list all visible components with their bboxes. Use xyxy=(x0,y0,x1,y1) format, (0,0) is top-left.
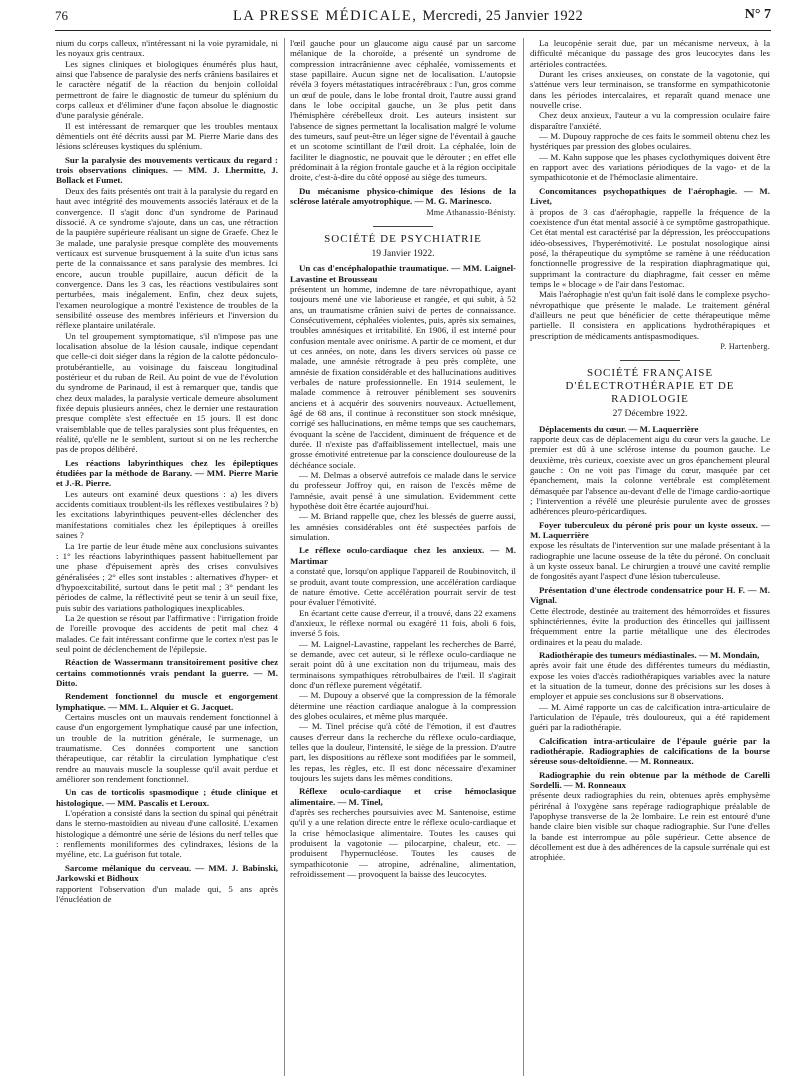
section-heading: Rendement fonctionnel du muscle et engorgement lymphatique. — MM. L. Alquier et G. Jacquet. xyxy=(56,691,278,712)
paragraph: après avoir fait une étude des différentes tumeurs du médiastin, expose les voies d'accès radiothérapiques variables avec la nature et la situation de la tumeur, donne des précisions sur les doses à employer et appuie ses conclusions sur 8 observations. xyxy=(530,660,770,702)
paragraph: Il est intéressant de remarquer que les troubles mentaux démentiels ont été décrits aussi par M. Pierre Marie dans des lésions scléreuses kystiques du splénium. xyxy=(56,120,278,152)
page-number: 76 xyxy=(55,8,68,23)
society-section-header xyxy=(530,360,770,419)
column-2 xyxy=(290,38,516,1078)
section-heading: Sur la paralysie des mouvements verticaux du regard : trois observations cliniques. — MM. J. Lhermitte, J. Bollack et Fumet. xyxy=(56,154,278,186)
page-header xyxy=(55,6,771,31)
section-heading: Les réactions labyrinthiques chez les épileptiques étudiées par la méthode de Barany. — MM. Pierre Marie et J.-R. Pierre. xyxy=(56,457,278,489)
society-section-header xyxy=(290,226,516,259)
paragraph: — M. Delmas a observé autrefois ce malade dans le service du professeur Joffroy qui, en raison de l'excès même de l'amnésie, avait pensé à une simulation. Evidemment cette hypothèse doit être écartée aujourd'hui. xyxy=(290,470,516,512)
section-heading: Un cas d'encéphalopathie traumatique. — MM. Laignel-Lavastine et Brousseau xyxy=(290,263,516,284)
paragraph: — M. Dupouy rapproche de ces faits le sommeil obtenu chez les hystériques par pression des globes oculaires. xyxy=(530,131,770,152)
paragraph: Un tel groupement symptomatique, s'il n'impose pas une localisation absolue de la lésion causale, indique cependant que celle-ci doit siéger dans la région de la calotte pédonculo-protubérantielle, au voisinage du faisceau longitudinal postérieur et du ruban de Reil. Au point de vue de l'évolution du syndrome de Parinaud, il est à remarquer que, tandis que chez deux malades, la paralysie verticale demeure absolument fixée depuis plusieurs années, chez le dernier une restauration presque complète s'est effectuée en 15 jours. Il est donc vraisemblable que de telles paralysies sont plus fréquentes, en réalité, qu'elle ne le semblent, surtout si on ne les recherche pas de propos délibéré. xyxy=(56,330,278,455)
section-rule xyxy=(373,226,433,227)
author-signature: Mme Athanassio-Bénisty. xyxy=(426,207,516,217)
session-date: 27 Décembre 1922. xyxy=(612,409,688,420)
paragraph: présente deux radiographies du rein, obtenues après emphysème périrénal à l'oxygène sans repérage radiographique préalable de l'apophyse transverse de la 2e lombaire. Le rein est entouré d'une bande claire bien visible sur chaque radiographie. Sur l'une d'elles la bande est interrompue au pôle supérieur. Cette absence de décollement est due à des adhérences de la capsule surrénale qui est atrophiée. xyxy=(530,790,770,863)
section-heading: Réaction de Wassermann transitoirement positive chez certains commotionnés vrais pendant la guerre. — M. Ditto. xyxy=(56,657,278,688)
section-heading: Un cas de torticolis spasmodique ; étude clinique et histologique. — MM. Pascalis et Leroux. xyxy=(56,787,278,808)
journal-name: LA PRESSE MÉDICALE, xyxy=(233,8,418,24)
paragraph: nium du corps calleux, n'intéressant ni la voie pyramidale, ni les noyaux gris centraux. xyxy=(56,38,278,59)
journal-title xyxy=(233,8,583,25)
paragraph: — M. Dupouy a observé que la compression de la fémorale détermine une réaction cardiaque analogue à la compression des globes oculaires, et même plus marquée. xyxy=(290,690,516,721)
section-heading: Déplacements du cœur. — M. Laquerrière xyxy=(539,423,699,434)
paragraph: En écartant cette cause d'erreur, il a trouvé, dans 22 examens d'anxieux, le réflexe normal ou exagéré 11 fois, aboli 6 fois, inversé 5 fois. xyxy=(290,607,516,639)
column-separator xyxy=(284,38,285,1076)
paragraph: rapporte deux cas de déplacement aigu du cœur vers la gauche. Le premier est dû à une sclérose intense du poumon gauche. Le deuxième, très curieux, coexiste avec un gros épanchement pleural gauche : On ne voit pas l'image du cœur, masquée par cet épanchement, mais la colonne vertébrale est complètement démasquée par l'absence au-devant d'elle de l'image cardio-aortique ; l'intervention a révélé une pleurésie purulente avec de grosses adhérences pleuro-péricardiques. xyxy=(530,434,770,517)
section-heading: Calcification intra-articulaire de l'épaule guérie par la radiothérapie. Radiographies de calcifications de la bourse séreuse sous-deltoïdienne. — M. Ronneaux. xyxy=(530,735,770,767)
section-rule xyxy=(620,360,680,361)
section-heading: Sarcome mélanique du cerveau. — MM. J. Babinski, Jarkowski et Bidhoux xyxy=(56,862,278,884)
paragraph: a constaté que, lorsqu'on applique l'appareil de Roubinovitch, il se produit, avant toute compression, une accélération cardiaque de nature émotive. Cette accélération pourrait servir de test pour évaluer l'émotivité. xyxy=(290,566,516,608)
society-name: SOCIÉTÉ FRANÇAISE D'ÉLECTROTHÉRAPIE ET DE RADIOLOGIE xyxy=(565,367,735,406)
paragraph: expose les résultats de l'intervention sur une malade présentant à la radiographie une lacune osseuse de la tête du péroné. On concluait à un kyste osseux banal. Le chirurgien a trouvé une cavité remplie de fongosités ayant l'aspect d'une lésion tuberculeuse. xyxy=(530,540,770,582)
paragraph: — M. Tinel précise qu'à côté de l'émotion, il est d'autres causes d'erreur dans la recherche du réflexe oculo-cardiaque, telles que la douleur, l'intensité, le siège de la pression. D'autre part, les dispositions au réflexe sont modifiées par le sommeil, les repas, les règles, etc. Il est donc nécessaire d'examiner toujours les sujets dans les mêmes conditions. xyxy=(290,721,516,784)
column-1 xyxy=(56,38,278,1078)
society-name: SOCIÉTÉ DE PSYCHIATRIE xyxy=(324,232,482,245)
section-heading: Radiographie du rein obtenue par la méthode de Carelli Sordelli. — M. Ronneaux xyxy=(530,769,770,790)
paragraph: La leucopénie serait due, par un mécanisme nerveux, à la difficulté mécanique du passage des gros leucocytes dans les artérioles contractées. xyxy=(530,38,770,69)
paragraph: Durant les crises anxieuses, on constate de la vagotonie, qui s'atténue vers leur terminaison, se transforme en sympathicotonie dans les périodes intercalaires, et reparaît quand menace une nouvelle crise. xyxy=(530,69,770,111)
section-heading: Du mécanisme physico-chimique des lésions de la sclérose latérale amyotrophique. — M. G. Marinesco. xyxy=(290,185,516,207)
paragraph: d'après ses recherches poursuivies avec M. Santenoise, estime qu'il y a une relation directe entre le réflexe oculo-cardiaque et la crise hémoclasique alimentaire. Toutes les causes qui produisent la vagotonie — pilocarpine, chaleur, etc. — produisent l'hypernucléose. Toutes les causes de sympathicotonie — atropine, adrénaline, alimentation, refroidissement — provoquent la baisse des leucocytes. xyxy=(290,807,516,880)
paragraph: l'œil gauche pour un glaucome aigu causé par un sarcome mélanique de la choroïde, a présenté un syndrome de compression intracrânienne avec céphalée, vomissements et stase papillaire. Aucun signe net de localisation. L'autopsie révéla 3 foyers métastatiques intracérébraux : l'un, gros comme un œuf de poule, dans le lobe frontal droit, l'autre aussi grand dans le lobe occipital gauche, un 3e plus petit dans l'hémisphère cérébelleux droit. Les auteurs insistent sur l'absence de signes permettant la localisation malgré le volume des tumeurs, sauf peut-être un léger signe de l'éventail à gauche et un scotome scintillant de l'œil droit. La céphalée, loin de faciliter le diagnostic, ne pouvait que le dérouter ; en effet elle prédominait à la région frontale gauche et à la région occipitale droite, c'est-à-dire du côté opposé au siège des tumeurs. xyxy=(290,38,516,183)
paragraph: rapportent l'observation d'un malade qui, 5 ans après l'énucléation de xyxy=(56,883,278,904)
paragraph: Cette électrode, destinée au traitement des hémorroïdes et fissures sphinctériennes, évite la production des étincelles qui jaillissent fréquemment entre la partie métallique une des électrodes ordinaires et la peau du malade. xyxy=(530,605,770,647)
author-signature: P. Hartenberg. xyxy=(720,341,770,351)
paragraph: Les auteurs ont examiné deux questions : a) les divers accidents comitiaux troublent-ils les réflexes vestibulaires ? b) les excitations labyrinthiques peuvent-elles déclencher des manifestations comitiales chez les épileptiques à oreilles saines ? xyxy=(56,488,278,541)
paragraph: à propos de 3 cas d'aérophagie, rappelle la fréquence de la coexistence d'un état mental associé à ce symptôme gastropathique. Cet état mental est caractérisé par la dépression, les préoccupations idéo-obsessives, l'hyperémotivité. Le postulat nosologique ainsi posé, la thérapeutique du symptôme se ramène à une rééducation fonctionnelle progressive de la respiration diaphragmatique qui, supprimant la contracture du diaphragme, fait cesser en même temps le « blocage » de l'air dans l'estomac. xyxy=(530,206,770,289)
column-3 xyxy=(530,38,770,1078)
paragraph: La 2e question se résout par l'affirmative : l'irrigation froide de l'oreille provoque des accidents de petit mal chez 4 malades. Ce fait intéressant confirme que le cortex n'est pas le seul point de déclenchement de l'épilepsie. xyxy=(56,612,278,654)
paragraph: — M. Briand rappelle que, chez les blessés de guerre aussi, les amnésies considérables ont été suspectées parfois de simulation. xyxy=(290,511,516,543)
section-heading: Radiothérapie des tumeurs médiastinales. — M. Mondain, xyxy=(539,649,760,660)
paragraph: — M. Aimé rapporte un cas de calcification intra-articulaire de l'articulation de l'épaule, très douloureux, qui a été rapidement guéri par la radiothérapie. xyxy=(530,701,770,733)
session-date: 19 Janvier 1922. xyxy=(371,248,435,259)
paragraph: — M. Kahn suppose que les phases cyclothymiques doivent être en rapport avec des variations périodiques de la vago- et de la sympathicotonie et de l'hémoclasie alimentaire. xyxy=(530,151,770,183)
paragraph: Mais l'aérophagie n'est qu'un fait isolé dans le complexe psycho-névropathique que présente le malade. Le traitement général d'ailleurs ne peut que bénéficier de cette thérapeutique même partielle. Il consistera en applications hydrothérapiques et prescription de médicaments antispasmodiques. xyxy=(530,289,770,341)
paragraph: Les signes cliniques et biologiques énumérés plus haut, ainsi que l'absence de paralysie des nerfs crâniens basilaires et le caractère négatif de la réaction du benjoin colloïdal permettront de faire le diagnostic de tumeur du splénium du corps calleux et d'éliminer d'une façon absolue le diagnostic d'une paralysie générale. xyxy=(56,58,278,121)
section-heading: Concomitances psychopathiques de l'aérophagie. — M. Livet, xyxy=(530,185,770,207)
issue-number: N° 7 xyxy=(744,7,771,22)
paragraph: L'opération a consisté dans la section du spinal qui pénétrait dans le sterno-mastoïdien au niveau d'une callosité. L'examen histologique a démontré une série de lésions du nerf telles que : renflements moniliformes des cylindraxes, lésions de la myéline, etc. La guérison fut totale. xyxy=(56,808,278,860)
paragraph: La 1re partie de leur étude mène aux conclusions suivantes : 1° les réactions labyrinthiques passent habituellement par une phase d'épuisement après des crises convulsives généralisées ; 2° elles sont instables : alternatives d'hyper- et d'hypoexcitabilité, surtout dans le petit mal ; 3° pendant les périodes de calme, la réflectivité peut se tenir à un seuil fixe, puis subir des variations pathologiques inexplicables. xyxy=(56,540,278,613)
section-heading: Réflexe oculo-cardiaque et crise hémoclasique alimentaire. — M. Tinel, xyxy=(290,786,516,807)
paragraph: Deux des faits présentés ont trait à la paralysie du regard en haut avec intégrité des mouvements associés latéraux et de la convergence. Il s'agit donc d'un syndrome de Parinaud dissocié. A ce syndrome s'ajoute, dans un cas, une rétraction de la paupière supérieure réalisant un signe de Graefe. Chez le 3e malade, une paralysie presque complète des mouvements verticaux est survenue brusquement à la suite d'un ictus sans perte de la connaissance et sans paralysie des membres. Ici encore, aucun trouble pupillaire, aucun déficit de la convergence. Dans les 3 cas, les réactions vestibulaires sont perturbées, mais inégalement. Enfin, chez deux sujets, l'examen neurologique a montré l'existence de troubles de la sensibilité osseuse des membres inférieurs et l'inversion du réflexe plantaire unilatérale. xyxy=(56,185,278,331)
section-heading: Le réflexe oculo-cardiaque chez les anxieux. — M. Martimar xyxy=(290,545,516,566)
paragraph: — M. Laignel-Lavastine, rappelant les recherches de Barré, se demande, avec cet auteur, si le réflexe oculo-cardiaque ne serait point dû à une excitation non du trijumeau, mais des terminaisons sympathiques rétrobulbaires de l'œil. Il s'agirait donc d'un réflexe purement végétatif. xyxy=(290,638,516,690)
paragraph: Certains muscles ont un mauvais rendement fonctionnel à cause d'un engorgement lymphatique causé par une infection, un trouble de la nutrition générale, le surmenage, un traumatisme. Ces données comportent une sanction thérapeutique, car rétablir la circulation lymphatique c'est rendre au mauvais muscle la souplesse qu'il avait perdue et améliorer son rendement fonctionnel. xyxy=(56,712,278,785)
section-heading: Présentation d'une électrode condensatrice pour H. F. — M. Vignal. xyxy=(530,584,770,606)
column-separator xyxy=(523,38,524,1076)
issue-date: Mercredi, 25 Janvier 1922 xyxy=(422,8,584,24)
section-heading: Foyer tuberculeux du péroné pris pour un kyste osseux. — M. Laquerrière xyxy=(530,519,770,541)
paragraph: Chez deux anxieux, l'auteur a vu la compression oculaire faire disparaître l'anxiété. xyxy=(530,110,770,131)
paragraph: présentent un homme, indemne de tare névropathique, ayant toujours mené une vie laborieuse et rangée, et qui subit, à 52 ans, un traumatisme crânien suivi de pertes de connaissance. Consécutivement, céphalées violentes, puis, après six semaines, troubles amnésiques et irritabilité. En 1906, il est interné pour confusion mentale avec onirisme. A partir de ce moment, et dur ut ces années, on note, dans les divers services où passe ce malade, une amnésie rétrograde à peu près complète, une amnésie de fixation considérable et des hallucinations auditives verbales de nature professionnelle. En 1914 seulement, le malade commence à retrouver péniblement ses souvenirs anciens et à acquérir des souvenirs nouveaux. Actuellement, âgé de 68 ans, il continue à reconstituer son stock mnésique, corrigé ses hallucinations, en même temps que ses cauchemars, évoquant la scène de l'accident, diminuent de fréquence et de durée. Il n'existe pas d'affaiblissement intellectuel, mais une grosse émotivité entretenue par la conscience douloureuse de la déchéance sociale. xyxy=(290,283,516,470)
